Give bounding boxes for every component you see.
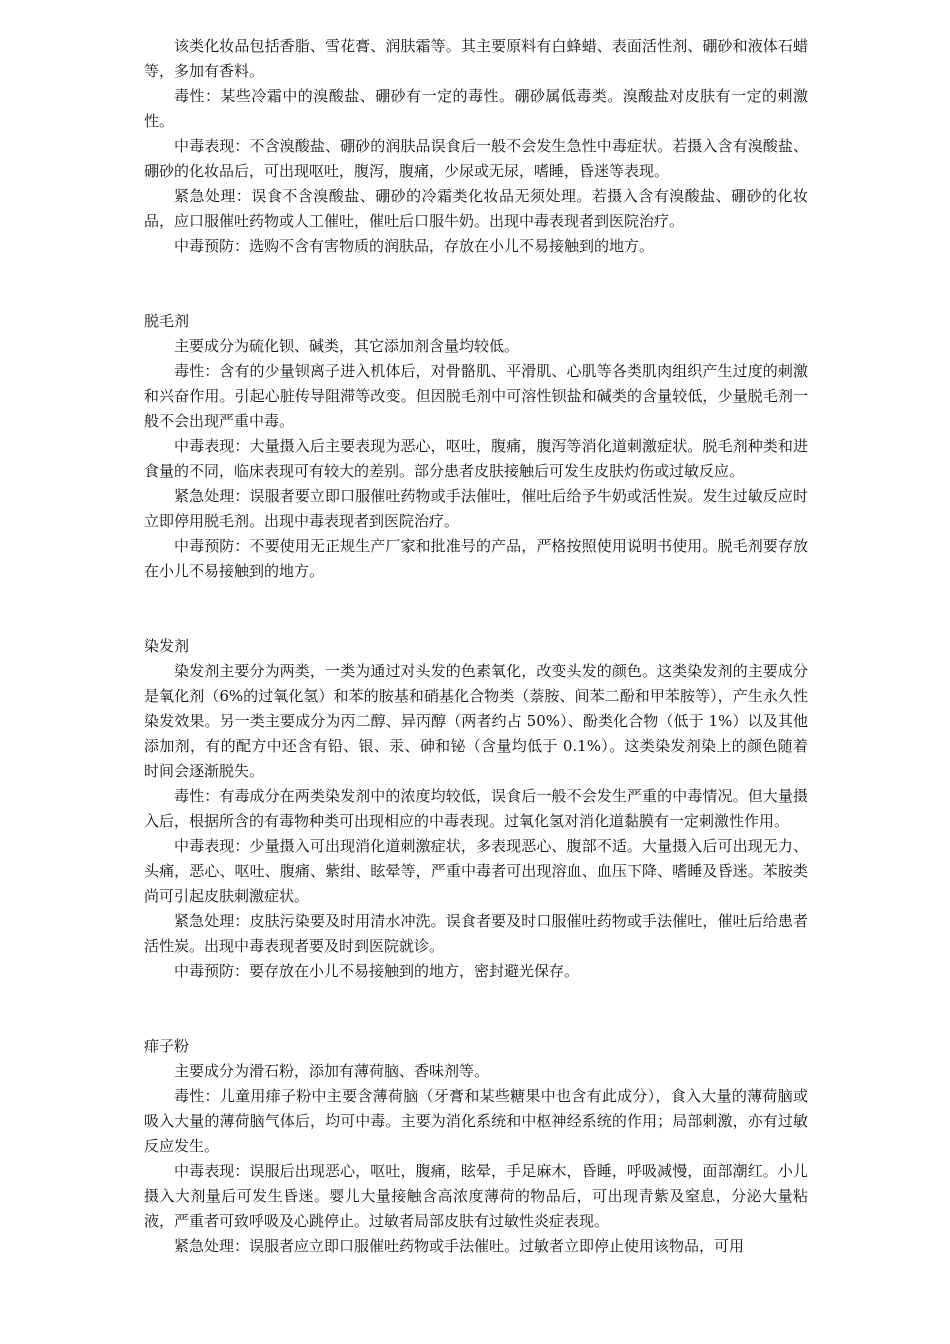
paragraph: 中毒表现：少量摄入可出现消化道刺激症状，多表现恶心、腹部不适。大量摄入后可出现无力、头痛，恶心、呕吐、腹痛、紫绀、眩晕等，严重中毒者可出现溶血、血压下降、嗜睡及昏迷。苯胺类尚可引起皮肤刺激症状。 (144, 837, 808, 905)
paragraph: 中毒表现：大量摄入后主要表现为恶心，呕吐，腹痛，腹泻等消化道刺激症状。脱毛剂种类和进食量的不同，临床表现可有较大的差别。部分患者皮肤接触后可发生皮肤灼伤或过敏反应。 (144, 437, 808, 480)
section-gap (144, 259, 808, 309)
section-title: 脱毛剂 (144, 312, 190, 330)
paragraph: 毒性：儿童用痱子粉中主要含薄荷脑（牙膏和某些糖果中也含有此成分），食入大量的薄荷脑或吸入大量的薄荷脑气体后，均可中毒。主要为消化系统和中枢神经系统的作用；局部刺激，亦有过敏反应发生。 (144, 1087, 808, 1155)
section-hair-dye (144, 634, 808, 984)
document-page (144, 34, 808, 1259)
paragraph: 紧急处理：皮肤污染要及时用清水冲洗。误食者要及时口服催吐药物或手法催吐，催吐后给患者活性炭。出现中毒表现者要及时到医院就诊。 (144, 912, 808, 955)
paragraph: 主要成分为硫化钡、碱类，其它添加剂含量均较低。 (174, 337, 520, 355)
paragraph: 中毒表现：不含溴酸盐、硼砂的润肤品误食后一般不会发生急性中毒症状。若摄入含有溴酸盐、硼砂的化妆品后，可出现呕吐，腹泻，腹痛，少尿或无尿，嗜睡，昏迷等表现。 (144, 137, 808, 180)
paragraph: 紧急处理：误服者要立即口服催吐药物或手法催吐，催吐后给予牛奶或活性炭。发生过敏反应时立即停用脱毛剂。出现中毒表现者到医院治疗。 (144, 487, 808, 530)
section-gap (144, 984, 808, 1034)
section-moisturizer (144, 34, 808, 259)
section-title: 痱子粉 (144, 1037, 190, 1055)
paragraph: 主要成分为滑石粉，添加有薄荷脑、香味剂等。 (174, 1062, 490, 1080)
section-prickly-heat-powder (144, 1034, 808, 1259)
section-depilatory (144, 309, 808, 584)
paragraph: 中毒表现：误服后出现恶心，呕吐，腹痛，眩晕，手足麻木，昏睡，呼吸减慢，面部潮红。小儿摄入大剂量后可发生昏迷。婴儿大量接触含高浓度薄荷的物品后，可出现青紫及窒息，分泌大量粘液，严重者可致呼吸及心跳停止。过敏者局部皮肤有过敏性炎症表现。 (144, 1162, 808, 1230)
paragraph: 紧急处理：误食不含溴酸盐、硼砂的冷霜类化妆品无须处理。若摄入含有溴酸盐、硼砂的化妆品，应口服催吐药物或人工催吐，催吐后口服牛奶。出现中毒表现者到医院治疗。 (144, 187, 808, 230)
paragraph: 染发剂主要分为两类，一类为通过对头发的色素氧化，改变头发的颜色。这类染发剂的主要成分是氧化剂（6%的过氧化氢）和苯的胺基和硝基化合物类（萘胺、间苯二酚和甲苯胺等），产生永久性染发效果。另一类主要成分为丙二醇、异丙醇（两者约占 50%）、酚类化合物（低于 1%）以及其他添加剂，有的配方中还含有铅、银、汞、砷和铋（含量均低于 0.1%）。这类染发剂染上的颜色随着时间会逐渐脱失。 (144, 662, 808, 780)
section-gap (144, 584, 808, 634)
paragraph: 毒性：某些冷霜中的溴酸盐、硼砂有一定的毒性。硼砂属低毒类。溴酸盐对皮肤有一定的刺激性。 (144, 87, 808, 130)
paragraph: 该类化妆品包括香脂、雪花膏、润肤霜等。其主要原料有白蜂蜡、表面活性剂、硼砂和液体石蜡等，多加有香料。 (144, 37, 808, 80)
paragraph: 毒性：含有的少量钡离子进入机体后，对骨骼肌、平滑肌、心肌等各类肌肉组织产生过度的刺激和兴奋作用。引起心脏传导阻滞等改变。但因脱毛剂中可溶性钡盐和碱类的含量较低，少量脱毛剂一般不会出现严重中毒。 (144, 362, 808, 430)
section-title: 染发剂 (144, 637, 190, 655)
paragraph: 中毒预防：要存放在小儿不易接触到的地方，密封避光保存。 (174, 962, 580, 980)
paragraph: 毒性：有毒成分在两类染发剂中的浓度均较低，误食后一般不会发生严重的中毒情况。但大量摄入后，根据所含的有毒物种类可出现相应的中毒表现。过氧化氢对消化道黏膜有一定刺激性作用。 (144, 787, 808, 830)
paragraph: 紧急处理：误服者应立即口服催吐药物或手法催吐。过敏者立即停止使用该物品，可用 (174, 1237, 745, 1255)
paragraph: 中毒预防：选购不含有害物质的润肤品，存放在小儿不易接触到的地方。 (174, 237, 655, 255)
paragraph: 中毒预防：不要使用无正规生产厂家和批准号的产品，严格按照使用说明书使用。脱毛剂要存放在小儿不易接触到的地方。 (144, 537, 808, 580)
